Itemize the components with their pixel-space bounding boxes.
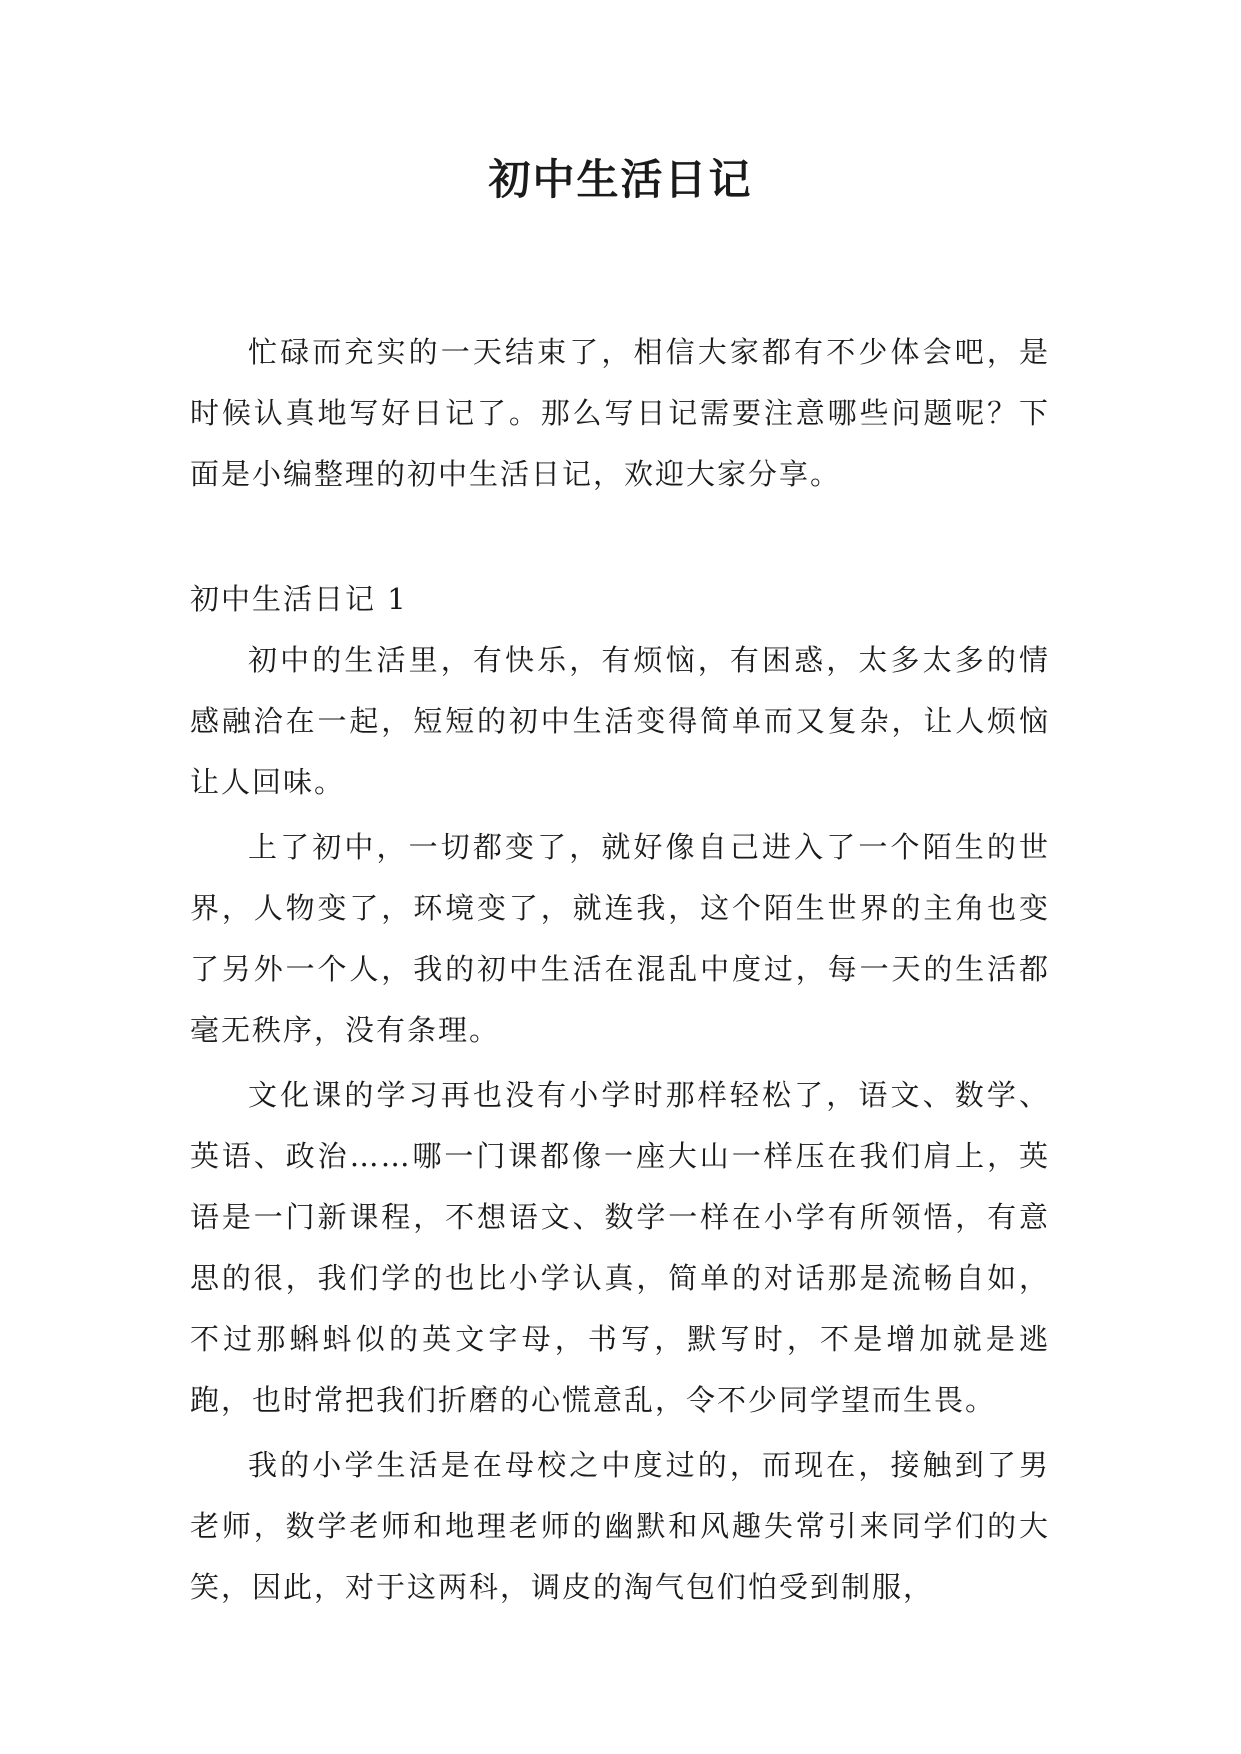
document-body (190, 322, 1050, 1622)
document-title: 初中生活日记 (488, 155, 753, 204)
body-paragraph: 初中的生活里，有快乐，有烦恼，有困惑，太多太多的情感融洽在一起，短短的初中生活变得简单而又复杂，让人烦恼让人回味。 (190, 643, 1050, 799)
body-paragraph: 文化课的学习再也没有小学时那样轻松了，语文、数学、英语、政治……哪一门课都像一座大山一样压在我们肩上，英语是一门新课程，不想语文、数学一样在小学有所领悟，有意思的很，我们学的也比小学认真，简单的对话那是流畅自如，不过那蝌蚪似的英文字母，书写，默写时，不是增加就是逃跑，也时常把我们折磨的心慌意乱，令不少同学望而生畏。 (190, 1078, 1050, 1417)
intro-paragraph: 忙碌而充实的一天结束了，相信大家都有不少体会吧，是时候认真地写好日记了。那么写日记需要注意哪些问题呢？下面是小编整理的初中生活日记，欢迎大家分享。 (190, 335, 1050, 491)
section-heading: 初中生活日记 1 (190, 582, 408, 616)
body-paragraph: 我的小学生活是在母校之中度过的，而现在，接触到了男老师，数学老师和地理老师的幽默和风趣失常引来同学们的大笑，因此，对于这两科，调皮的淘气包们怕受到制服， (190, 1448, 1050, 1604)
body-paragraph: 上了初中，一切都变了，就好像自己进入了一个陌生的世界，人物变了，环境变了，就连我，这个陌生世界的主角也变了另外一个人，我的初中生活在混乱中度过，每一天的生活都毫无秩序，没有条理。 (190, 830, 1050, 1047)
